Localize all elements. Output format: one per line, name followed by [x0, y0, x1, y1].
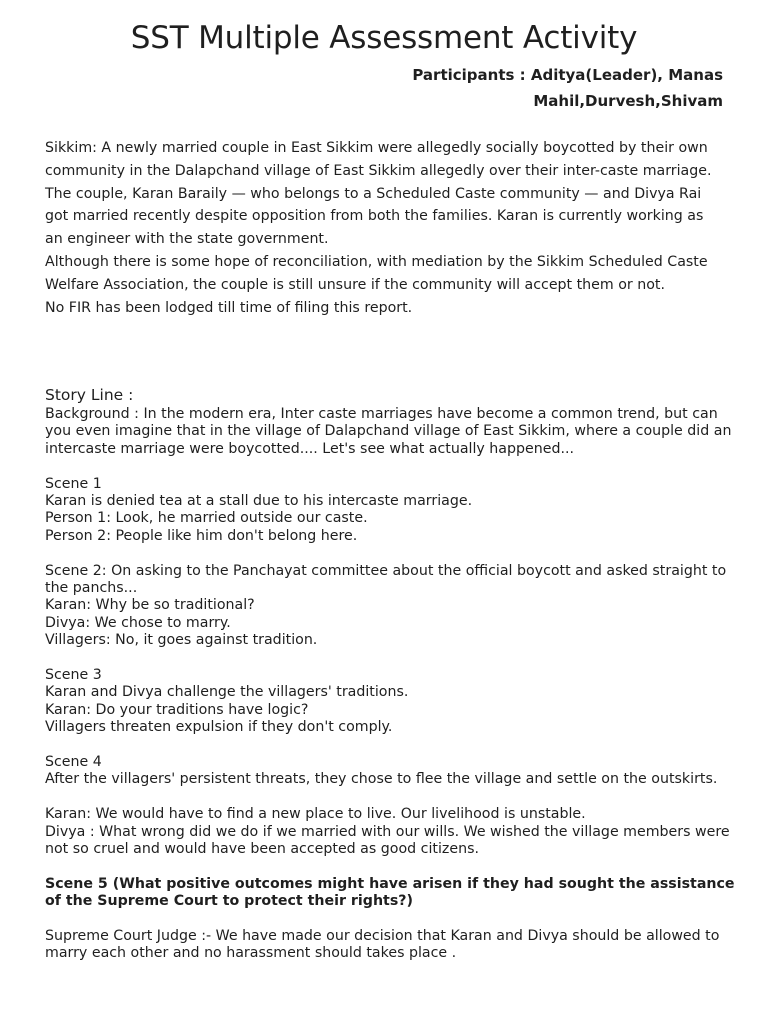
scene-label: Scene 3	[45, 667, 102, 684]
spacer	[45, 545, 735, 562]
scene-label: Scene 2	[45, 562, 102, 579]
participants-line-1: Participants : Aditya(Leader), Manas	[412, 66, 723, 84]
scene-line: Karan: Do your traditions have logic?	[45, 701, 309, 718]
scene-line: Karan: Why be so traditional?	[45, 597, 255, 614]
dialogue-line: Divya : What wrong did we do if we married with our wills. We wished the village members were not so cruel and would have been accepted as good citizens.	[45, 823, 730, 858]
story-background: Background : In the modern era, Inter caste marriages have become a common trend, but can you even imagine that in the village of Dalapchand village of East Sikkim, where a couple did an intercaste marriage were boycotted.... Let's see what actually happened...	[45, 406, 732, 457]
scene-label: Scene 4	[45, 754, 102, 771]
intro-paragraph: Although there is some hope of reconciliation, with mediation by the Sikkim Scheduled Caste Welfare Association, the couple is still unsure if the community will accept them or not.	[45, 253, 708, 293]
scene-label: Scene 1	[45, 475, 102, 492]
scene-3	[45, 667, 735, 737]
spacer	[45, 650, 735, 667]
scene-1	[45, 476, 735, 546]
scene-5	[45, 876, 735, 963]
scene-line: Karan is denied tea at a stall due to his intercaste marriage.	[45, 493, 473, 510]
news-intro	[45, 137, 725, 319]
scene-2	[45, 563, 735, 650]
spacer	[45, 789, 735, 806]
intro-paragraph: No FIR has been lodged till time of filing this report.	[45, 299, 413, 316]
spacer	[45, 458, 735, 475]
intro-paragraph: Sikkim: A newly married couple in East Sikkim were allegedly socially boycotted by their own community in the Dalapchand village of East Sikkim allegedly over their inter-caste marriage.	[45, 140, 712, 179]
story-heading: Story Line :	[45, 386, 134, 404]
scene-line: Karan and Divya challenge the villagers' traditions.	[45, 684, 409, 701]
document-title: SST Multiple Assessment Activity	[130, 20, 638, 56]
spacer	[45, 737, 735, 754]
dialogue-line: Karan: We would have to find a new place to live. Our livelihood is unstable.	[45, 806, 586, 823]
scene-line: Villagers threaten expulsion if they don't comply.	[45, 719, 393, 736]
spacer	[45, 858, 735, 875]
scene-line: After the villagers' persistent threats, they chose to flee the village and settle on the outskirts.	[45, 771, 718, 788]
scene-4	[45, 754, 735, 858]
scene-intro-text: : On asking to the Panchayat committee about the official boycott and asked straight to the panchs...	[45, 562, 727, 597]
story-section	[45, 384, 735, 963]
participants-block	[363, 62, 723, 114]
scene-line: Supreme Court Judge :- We have made our decision that Karan and Divya should be allowed to marry each other and no harassment should takes place .	[45, 928, 720, 962]
scene-line: Person 1: Look, he married outside our caste.	[45, 510, 368, 527]
scene-line: Person 2: People like him don't belong here.	[45, 527, 358, 544]
spacer	[45, 911, 735, 928]
scene-intro	[45, 563, 735, 598]
intro-paragraph: The couple, Karan Baraily — who belongs to a Scheduled Caste community — and Divya Rai got married recently despite opposition from both the families. Karan is currently working as an engineer with the state government.	[45, 185, 704, 248]
participants-line-2: Mahil,Durvesh,Shivam	[533, 92, 723, 110]
scene-line: Villagers: No, it goes against tradition.	[45, 632, 318, 649]
scene-label: Scene 5 (What positive outcomes might have arisen if they had sought the assistance of the Supreme Court to protect their rights?)	[45, 875, 735, 910]
scene-line: Divya: We chose to marry.	[45, 614, 231, 631]
